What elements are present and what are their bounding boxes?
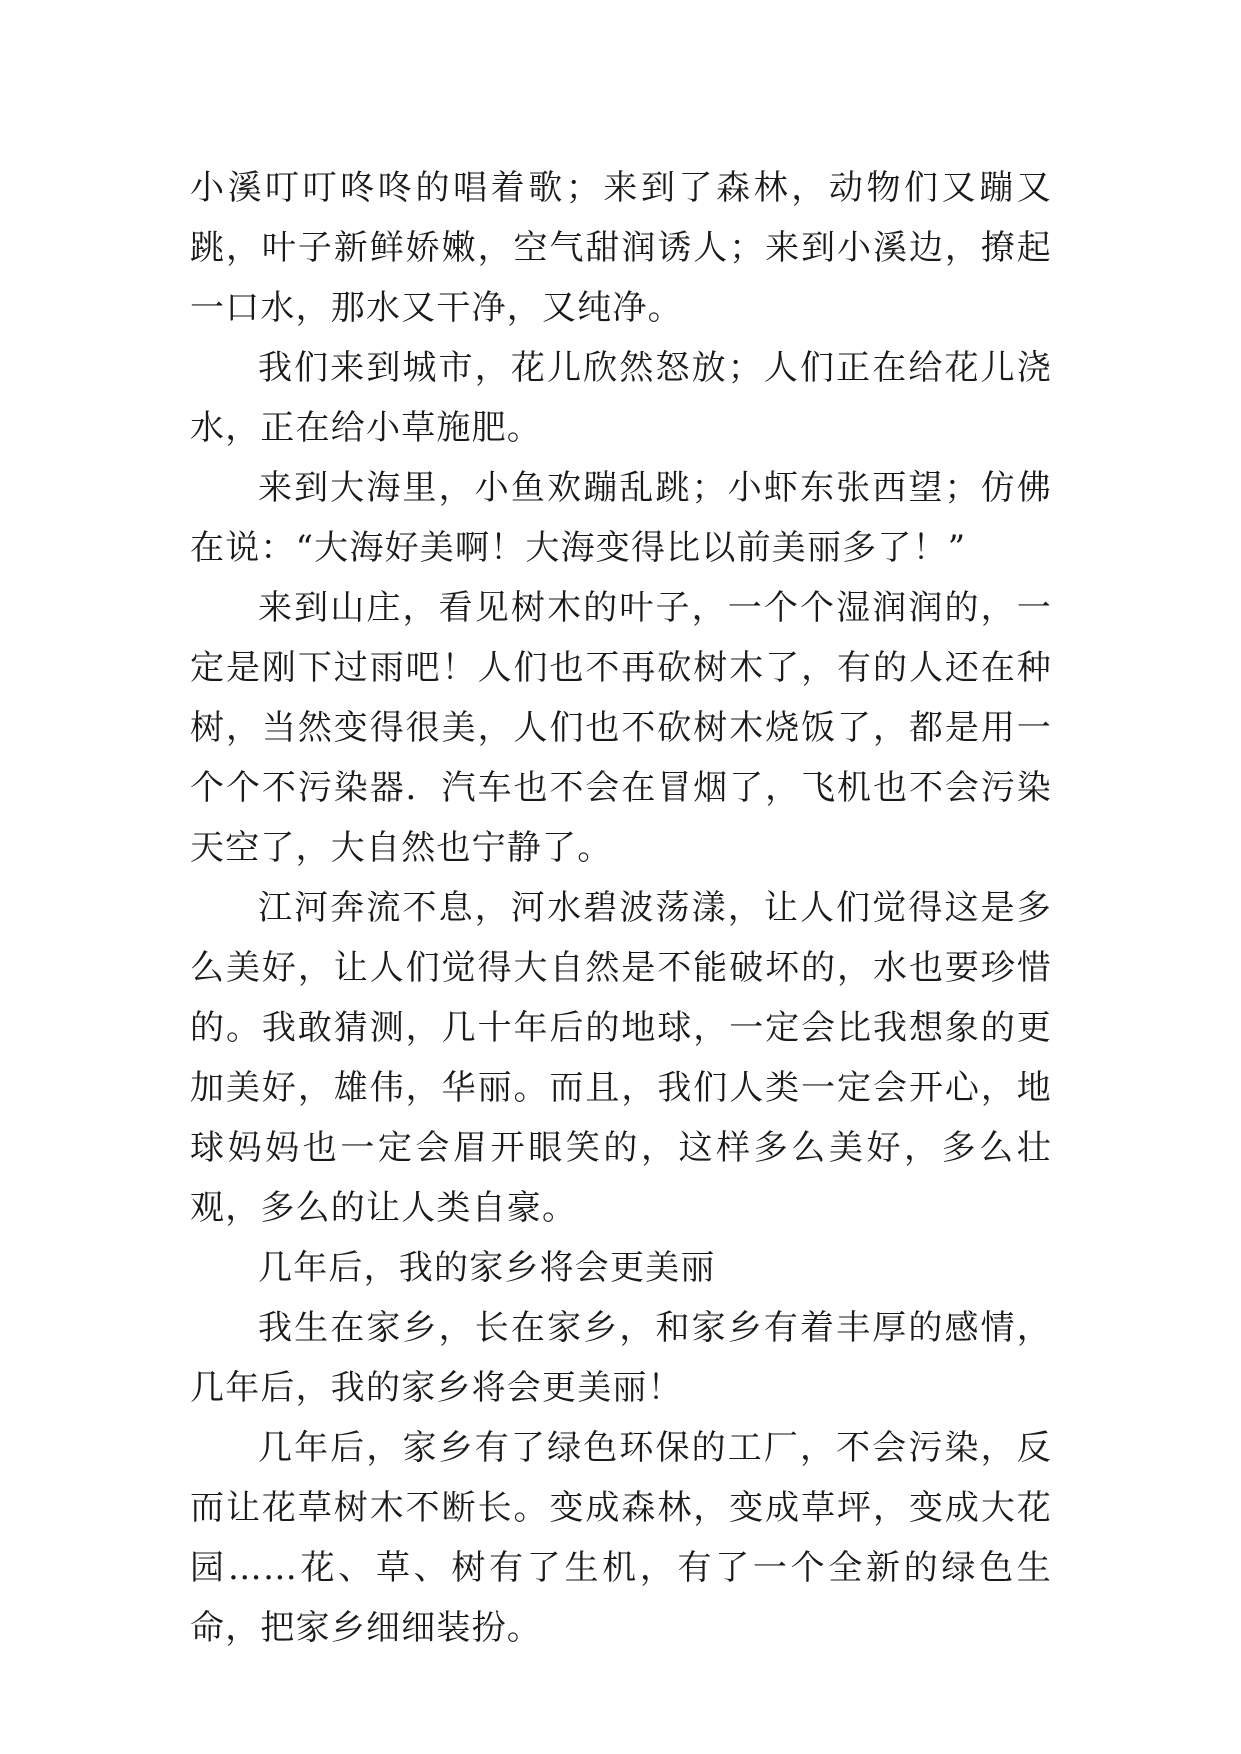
paragraph-8: 几年后，家乡有了绿色环保的工厂，不会污染，反而让花草树木不断长。变成森林，变成草坪，变成大花园……花、草、树有了生机，有了一个全新的绿色生命，把家乡细细装扮。 [190,1428,1052,1648]
paragraph-7: 我生在家乡，长在家乡，和家乡有着丰厚的感情，几年后，我的家乡将会更美丽！ [190,1308,1052,1408]
paragraph-4: 来到山庄，看见树木的叶子，一个个湿润润的，一定是刚下过雨吧！人们也不再砍树木了，有的人还在种树，当然变得很美，人们也不砍树木烧饭了，都是用一个个不污染器．汽车也不会在冒烟了，飞机也不会污染天空了，大自然也宁静了。 [190,588,1052,868]
paragraph-1: 小溪叮叮咚咚的唱着歌；来到了森林，动物们又蹦又跳，叶子新鲜娇嫩，空气甜润诱人；来到小溪边，撩起一口水，那水又干净，又纯净。 [190,168,1052,328]
paragraph-5: 江河奔流不息，河水碧波荡漾，让人们觉得这是多么美好，让人们觉得大自然是不能破坏的，水也要珍惜的。我敢猜测，几十年后的地球，一定会比我想象的更加美好，雄伟，华丽。而且，我们人类一定会开心，地球妈妈也一定会眉开眼笑的，这样多么美好，多么壮观，多么的让人类自豪。 [190,888,1052,1228]
paragraph-6-heading: 几年后，我的家乡将会更美丽 [258,1248,716,1288]
paragraph-3: 来到大海里，小鱼欢蹦乱跳；小虾东张西望；仿佛在说：“大海好美啊！大海变得比以前美丽多了！” [190,468,1052,568]
paragraph-2: 我们来到城市，花儿欣然怒放；人们正在给花儿浇水，正在给小草施肥。 [190,348,1052,448]
document-body [190,158,1052,1658]
